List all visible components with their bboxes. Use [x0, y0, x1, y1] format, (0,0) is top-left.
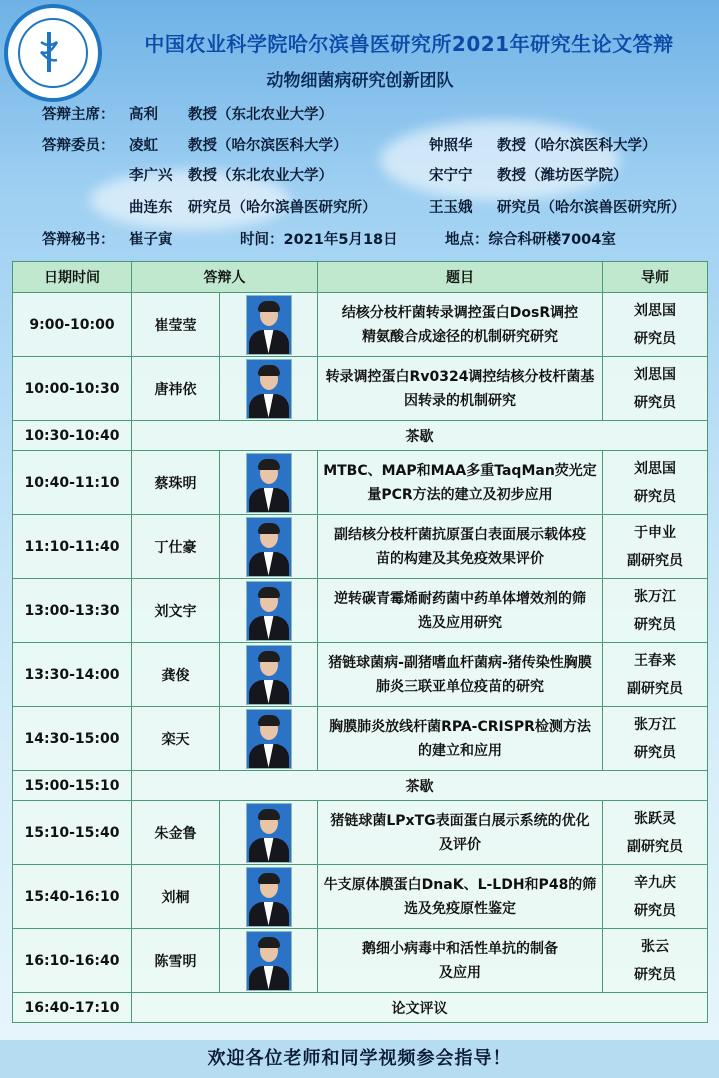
presenter-name: 崔莹莹	[132, 293, 220, 357]
advisor-title: 研究员	[634, 330, 676, 347]
topic-line-1: 鹅细小病毒中和活性单抗的制备	[362, 940, 558, 957]
advisor-title: 研究员	[634, 616, 676, 633]
presenter-photo	[246, 709, 292, 769]
member-name: 曲连东	[129, 200, 173, 216]
presenter-photo-cell	[220, 357, 318, 421]
table-row	[13, 643, 708, 707]
advisor-title: 研究员	[634, 966, 676, 983]
chair-name: 高利	[129, 107, 158, 123]
table-row	[13, 865, 708, 929]
advisor-name: 张万江	[634, 588, 676, 605]
topic-line-2: 苗的构建及其免疫效果评价	[376, 550, 544, 567]
advisor-name: 刘思国	[634, 460, 676, 477]
advisor-name: 刘思国	[634, 302, 676, 319]
secretary-name: 崔子寅	[129, 232, 173, 248]
presenter-name: 龚俊	[132, 643, 220, 707]
presenter-photo	[246, 359, 292, 419]
topic-line-2: 精氨酸合成途径的机制研究研究	[362, 328, 558, 345]
presenter-photo	[246, 931, 292, 991]
break-row	[13, 771, 708, 801]
advisor-name: 张云	[641, 938, 669, 955]
advisor	[603, 293, 708, 357]
topic-line-1: 猪链球菌LPxTG表面蛋白展示系统的优化	[330, 812, 590, 829]
advisor	[603, 451, 708, 515]
topic-line-2: 肺炎三联亚单位疫苗的研究	[376, 678, 544, 695]
row-time: 10:30-10:40	[13, 421, 132, 451]
header-advisor: 导师	[603, 262, 708, 293]
footer-banner: 欢迎各位老师和同学视频参会指导！	[0, 1040, 719, 1078]
member-title: 教授（东北农业大学）	[188, 168, 333, 184]
row-time: 15:00-15:10	[13, 771, 132, 801]
schedule-table	[12, 261, 708, 1023]
presenter-name: 刘文宇	[132, 579, 220, 643]
table-row	[13, 929, 708, 993]
presenter-photo	[246, 295, 292, 355]
row-time: 15:10-15:40	[13, 801, 132, 865]
advisor-title: 副研究员	[627, 552, 683, 569]
row-time: 16:10-16:40	[13, 929, 132, 993]
advisor-title: 研究员	[634, 744, 676, 761]
topic-line-1: 逆转碳青霉烯耐药菌中药单体增效剂的筛	[334, 590, 586, 607]
table-header-row	[13, 262, 708, 293]
thesis-topic	[318, 643, 603, 707]
advisor-name: 王春来	[634, 652, 676, 669]
advisor	[603, 865, 708, 929]
topic-line-1: 副结核分枝杆菌抗原蛋白表面展示载体疫	[334, 526, 586, 543]
table-row	[13, 451, 708, 515]
member-name: 凌虹	[129, 138, 158, 154]
presenter-photo	[246, 645, 292, 705]
secretary-label: 答辩秘书：	[42, 232, 115, 248]
advisor	[603, 801, 708, 865]
caduceus-icon	[38, 32, 60, 72]
break-row	[13, 993, 708, 1023]
header-time: 日期时间	[13, 262, 132, 293]
header-presenter: 答辩人	[132, 262, 318, 293]
table-row	[13, 707, 708, 771]
advisor-title: 研究员	[634, 394, 676, 411]
chair-label: 答辩主席：	[42, 107, 115, 123]
table-row	[13, 579, 708, 643]
thesis-topic	[318, 801, 603, 865]
topic-line-1: 猪链球菌病-副猪嗜血杆菌病-猪传染性胸膜	[328, 654, 592, 671]
presenter-photo-cell	[220, 515, 318, 579]
break-row	[13, 421, 708, 451]
advisor	[603, 579, 708, 643]
row-time: 14:30-15:00	[13, 707, 132, 771]
topic-line-2: 及评价	[439, 836, 481, 853]
table-row	[13, 293, 708, 357]
member-title: 研究员（哈尔滨兽医研究所）	[497, 200, 686, 216]
topic-line-2: 的建立和应用	[418, 742, 502, 759]
table-row	[13, 801, 708, 865]
presenter-photo	[246, 581, 292, 641]
advisor-name: 于申业	[634, 524, 676, 541]
presenter-name: 朱金鲁	[132, 801, 220, 865]
row-note: 茶歇	[132, 421, 708, 451]
thesis-topic	[318, 357, 603, 421]
members-label: 答辩委员：	[42, 138, 115, 154]
topic-line-2: 因转录的机制研究	[404, 392, 516, 409]
cloud-decoration	[380, 120, 620, 200]
presenter-photo	[246, 517, 292, 577]
presenter-name: 陈雪明	[132, 929, 220, 993]
presenter-name: 蔡珠明	[132, 451, 220, 515]
advisor-name: 张万江	[634, 716, 676, 733]
advisor-name: 刘思国	[634, 366, 676, 383]
member-title: 研究员（哈尔滨兽医研究所）	[188, 200, 377, 216]
row-time: 15:40-16:10	[13, 865, 132, 929]
presenter-name: 刘桐	[132, 865, 220, 929]
advisor-title: 副研究员	[627, 680, 683, 697]
topic-line-2: 及应用	[439, 964, 481, 981]
advisor-title: 研究员	[634, 488, 676, 505]
row-time: 10:40-11:10	[13, 451, 132, 515]
presenter-photo	[246, 453, 292, 513]
presenter-photo-cell	[220, 865, 318, 929]
member-title: 教授（哈尔滨医科大学）	[188, 138, 348, 154]
row-time: 16:40-17:10	[13, 993, 132, 1023]
row-time: 13:30-14:00	[13, 643, 132, 707]
presenter-photo-cell	[220, 451, 318, 515]
presenter-photo	[246, 803, 292, 863]
chair-title: 教授（东北农业大学）	[188, 107, 333, 123]
row-note: 茶歇	[132, 771, 708, 801]
presenter-name: 唐祎依	[132, 357, 220, 421]
presenter-photo-cell	[220, 643, 318, 707]
advisor-title: 副研究员	[627, 838, 683, 855]
row-time: 11:10-11:40	[13, 515, 132, 579]
topic-line-2: 选及免疫原性鉴定	[404, 900, 516, 917]
thesis-topic	[318, 929, 603, 993]
topic-line-1: 转录调控蛋白Rv0324调控结核分枝杆菌基	[325, 368, 595, 385]
member-title: 教授（潍坊医学院）	[497, 168, 628, 184]
institute-logo	[4, 4, 102, 102]
presenter-name: 丁仕豪	[132, 515, 220, 579]
advisor-name: 张跃灵	[634, 810, 676, 827]
topic-line-2: 选及应用研究	[418, 614, 502, 631]
presenter-photo-cell	[220, 801, 318, 865]
thesis-topic	[318, 293, 603, 357]
advisor	[603, 929, 708, 993]
thesis-topic	[318, 515, 603, 579]
row-note: 论文评议	[132, 993, 708, 1023]
topic-line-2: 量PCR方法的建立及初步应用	[367, 486, 553, 503]
presenter-photo-cell	[220, 293, 318, 357]
topic-line-1: 牛支原体膜蛋白DnaK、L-LDH和P48的筛	[323, 876, 597, 893]
presenter-photo	[246, 867, 292, 927]
advisor-name: 辛九庆	[634, 874, 676, 891]
row-time: 10:00-10:30	[13, 357, 132, 421]
topic-line-1: 结核分枝杆菌转录调控蛋白DosR调控	[341, 304, 579, 321]
advisor	[603, 643, 708, 707]
advisor	[603, 515, 708, 579]
presenter-photo-cell	[220, 579, 318, 643]
presenter-photo-cell	[220, 929, 318, 993]
advisor	[603, 707, 708, 771]
member-name: 宋宁宁	[429, 168, 473, 184]
member-title: 教授（哈尔滨医科大学）	[497, 138, 657, 154]
thesis-topic	[318, 707, 603, 771]
defense-place: 地点：综合科研楼7004室	[445, 232, 616, 248]
header-topic: 题目	[318, 262, 603, 293]
thesis-topic	[318, 579, 603, 643]
topic-line-1: 胸膜肺炎放线杆菌RPA-CRISPR检测方法	[329, 718, 591, 735]
presenter-name: 栾天	[132, 707, 220, 771]
member-name: 王玉娥	[429, 200, 473, 216]
table-row	[13, 515, 708, 579]
presenter-photo-cell	[220, 707, 318, 771]
team-subtitle: 动物细菌病研究创新团队	[266, 71, 454, 91]
member-name: 李广兴	[129, 168, 173, 184]
advisor	[603, 357, 708, 421]
member-name: 钟照华	[429, 138, 473, 154]
thesis-topic	[318, 865, 603, 929]
page-title: 中国农业科学院哈尔滨兽医研究所2021年研究生论文答辩	[144, 32, 674, 56]
topic-line-1: MTBC、MAP和MAA多重TaqMan荧光定	[323, 462, 597, 479]
defense-time: 时间：2021年5月18日	[240, 232, 398, 248]
thesis-topic	[318, 451, 603, 515]
row-time: 9:00-10:00	[13, 293, 132, 357]
table-row	[13, 357, 708, 421]
advisor-title: 研究员	[634, 902, 676, 919]
row-time: 13:00-13:30	[13, 579, 132, 643]
